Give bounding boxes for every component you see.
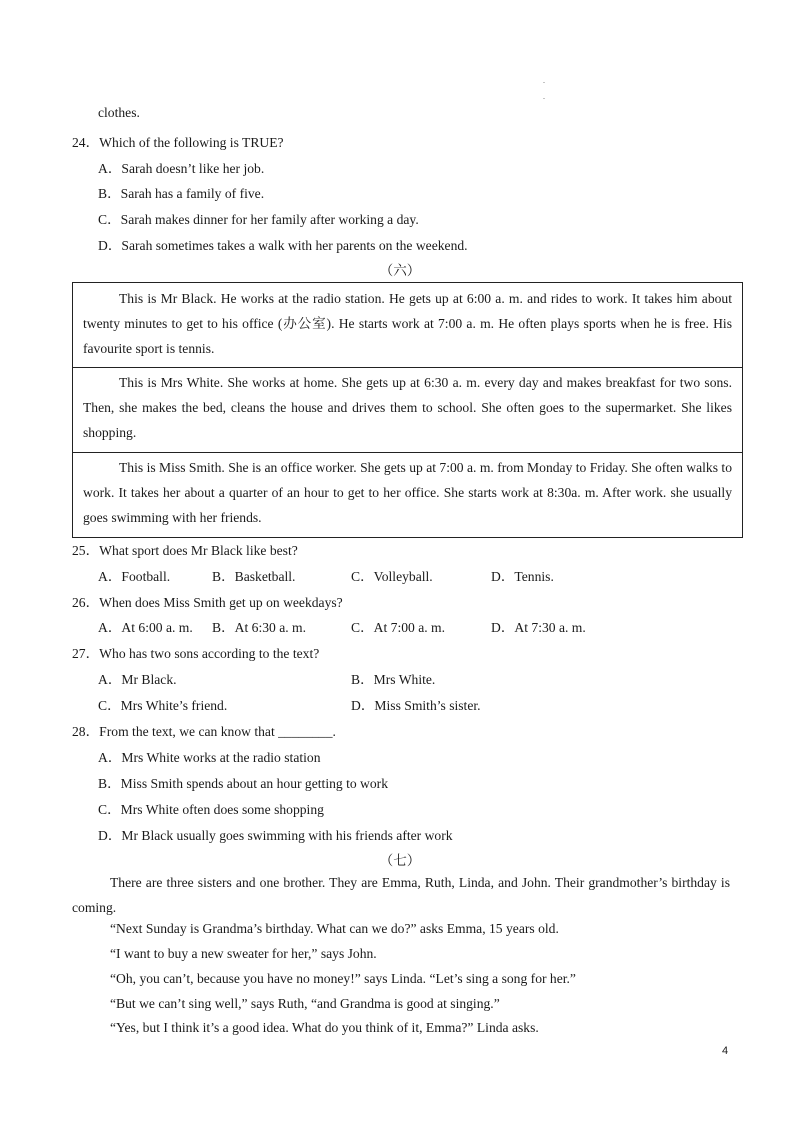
question-26-option-d: D．At 7:30 a. m.	[491, 620, 586, 635]
dialogue-line: “Oh, you can’t, because you have no money!” says Linda. “Let’s sing a song for her.”	[110, 971, 576, 986]
question-28-option-c: C．Mrs White often does some shopping	[98, 802, 324, 817]
question-24-stem: 24．Which of the following is TRUE?	[72, 135, 284, 150]
dialogue-line: “Yes, but I think it’s a good idea. What do you think of it, Emma?” Linda asks.	[110, 1020, 539, 1035]
question-26-option-a: A．At 6:00 a. m.	[98, 620, 193, 635]
question-28-option-a: A．Mrs White works at the radio station	[98, 750, 321, 765]
passage-box-mrs-white	[72, 367, 743, 453]
question-27-option-c: C．Mrs White’s friend.	[98, 698, 228, 713]
dialogue-line: “But we can’t sing well,” says Ruth, “and Grandma is good at singing.”	[110, 996, 500, 1011]
question-26-option-b: B．At 6:30 a. m.	[212, 620, 307, 635]
section-7-intro: There are three sisters and one brother. They are Emma, Ruth, Linda, and John. Their grandmother’s birthday is coming.	[72, 875, 730, 915]
question-27-option-a: A．Mr Black.	[98, 672, 177, 687]
question-25-option-b: B．Basketball.	[212, 569, 296, 584]
question-24-option-c: C．Sarah makes dinner for her family after working a day.	[98, 212, 419, 227]
header-mark: .	[543, 92, 545, 101]
question-26-stem: 26．When does Miss Smith get up on weekdays?	[72, 595, 343, 610]
passage-mr-black: This is Mr Black. He works at the radio station. He gets up at 6:00 a. m. and rides to work. It takes him about twenty minutes to get to his office (办公室). He starts work at 7:00 a. m. He often plays sports when he is free. His favourite sport is tennis.	[83, 291, 732, 356]
header-mark: .	[543, 76, 545, 85]
question-25-option-c: C．Volleyball.	[351, 569, 433, 584]
section-7-title: （七）	[379, 853, 421, 868]
question-25-stem: 25．What sport does Mr Black like best?	[72, 543, 298, 558]
question-28-option-d: D．Mr Black usually goes swimming with his friends after work	[98, 828, 453, 843]
passage-mrs-white: This is Mrs White. She works at home. She gets up at 6:30 a. m. every day and makes breakfast for two sons. Then, she makes the bed, cleans the house and drives them to school. She often goes to the supermarket. She likes shopping.	[83, 375, 732, 440]
passage-box-mr-black	[72, 282, 743, 368]
question-28-stem: 28．From the text, we can know that ________.	[72, 724, 336, 739]
question-26-option-c: C．At 7:00 a. m.	[351, 620, 446, 635]
question-25-option-a: A．Football.	[98, 569, 171, 584]
question-24-option-b: B．Sarah has a family of five.	[98, 186, 265, 201]
section-6-title: （六）	[379, 263, 421, 278]
page-number: 4	[722, 1045, 729, 1057]
question-27-option-b: B．Mrs White.	[351, 672, 436, 687]
question-24-option-a: A．Sarah doesn’t like her job.	[98, 161, 265, 176]
question-28-option-b: B．Miss Smith spends about an hour getting to work	[98, 776, 388, 791]
passage-miss-smith: This is Miss Smith. She is an office worker. She gets up at 7:00 a. m. from Monday to Friday. She often walks to work. It takes her about a quarter of an hour to get to her office. She starts work at 8:30a. m. After work. she usually goes swimming with her friends.	[83, 460, 732, 525]
question-24-option-d: D．Sarah sometimes takes a walk with her parents on the weekend.	[98, 238, 468, 253]
dialogue-line: “I want to buy a new sweater for her,” says John.	[110, 946, 377, 961]
dialogue-line: “Next Sunday is Grandma’s birthday. What can we do?” asks Emma, 15 years old.	[110, 921, 559, 936]
question-27-stem: 27．Who has two sons according to the text?	[72, 646, 320, 661]
question-27-option-d: D．Miss Smith’s sister.	[351, 698, 481, 713]
question-25-option-d: D．Tennis.	[491, 569, 554, 584]
continuation-text: clothes.	[98, 105, 140, 120]
passage-box-miss-smith	[72, 452, 743, 538]
